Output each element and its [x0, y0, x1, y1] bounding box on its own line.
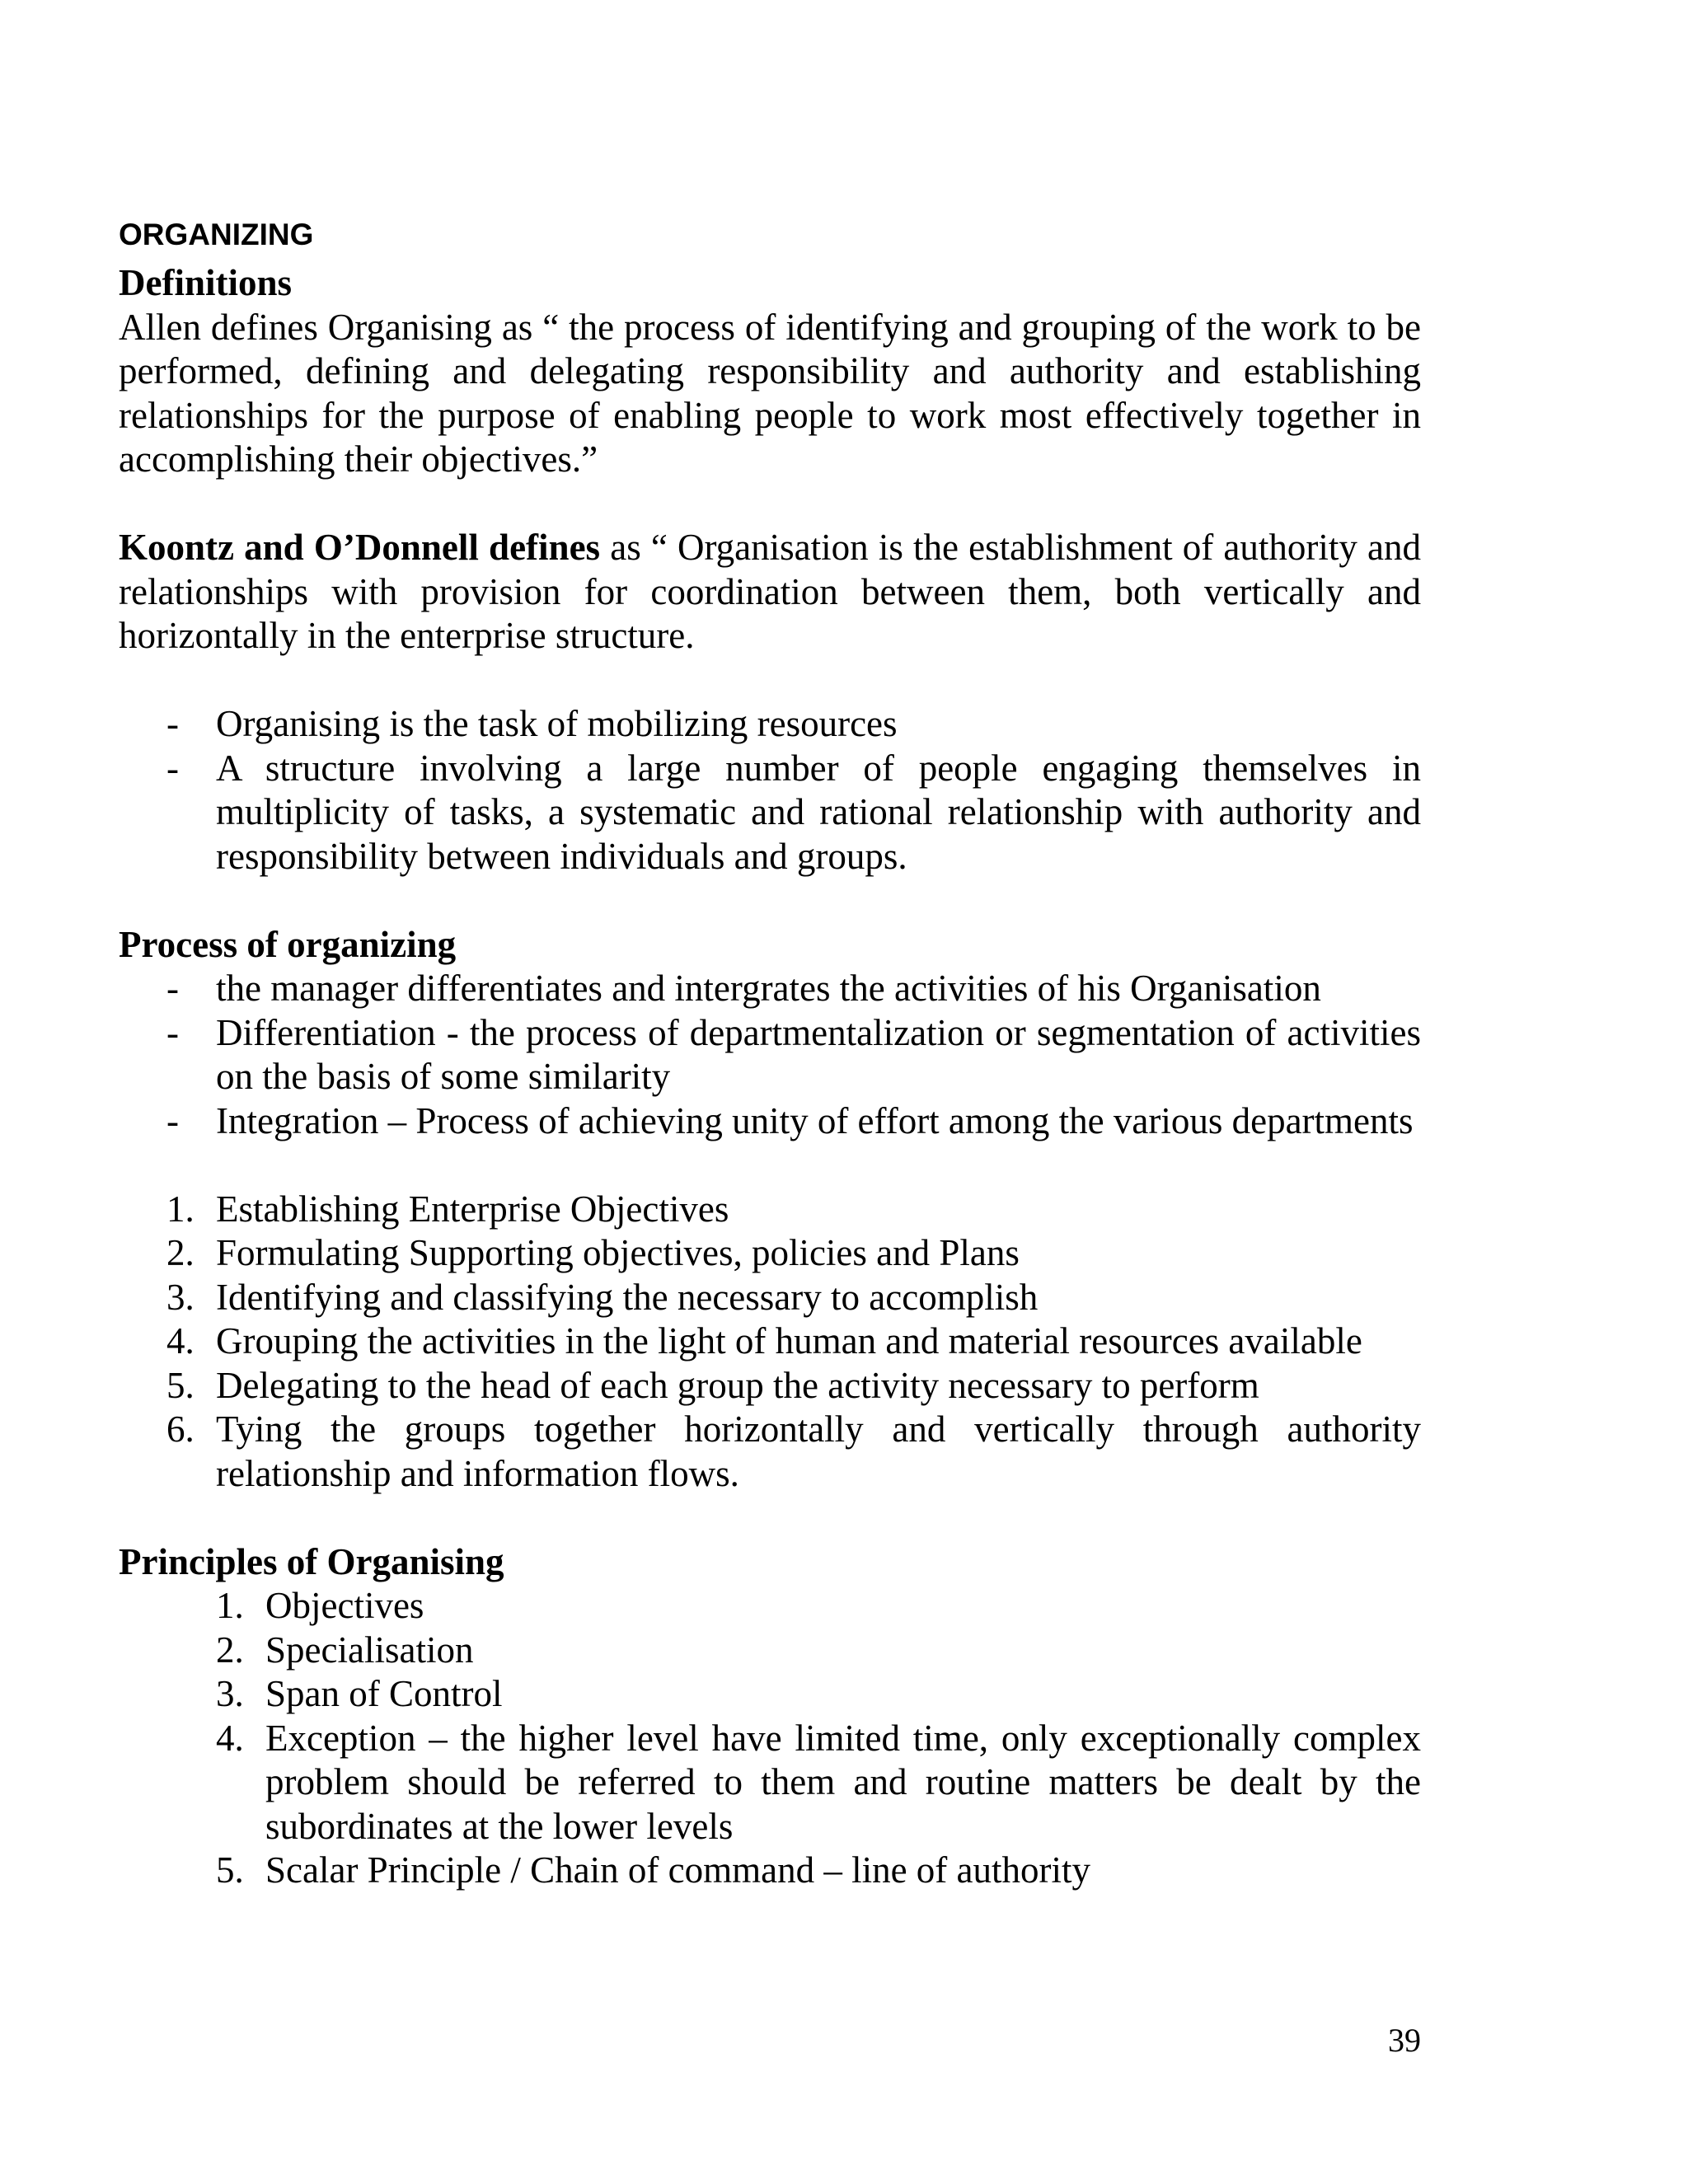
list-number: 3.	[166, 1276, 195, 1318]
list-item: - the manager differentiates and intergrates the activities of his Organisation	[216, 967, 1421, 1011]
list-item: - Organising is the task of mobilizing resources	[216, 702, 1421, 747]
list-number: 2.	[166, 1232, 195, 1273]
list-text: Identifying and classifying the necessary to accomplish	[216, 1276, 1039, 1318]
list-number: 5.	[166, 1364, 195, 1406]
list-item	[216, 1717, 1421, 1849]
list-text: Scalar Principle / Chain of command – line of authority	[265, 1849, 1091, 1891]
list-item	[166, 1319, 1421, 1364]
allen-definition: Allen defines Organising as “ the process of identifying and grouping of the work to be performed, defining and delegating responsibility and authority and establishing relationships for the purpose of enabling people to work most effectively together in accomplishing their objectives.”	[119, 306, 1421, 480]
process-steps	[119, 1188, 1421, 1497]
list-number: 4.	[216, 1717, 244, 1759]
spacer	[119, 482, 1421, 527]
list-number: 1.	[166, 1188, 195, 1230]
list-number: 4.	[166, 1320, 195, 1361]
list-text: Delegating to the head of each group the activity necessary to perform	[216, 1364, 1259, 1406]
list-item	[166, 1276, 1421, 1320]
list-item	[216, 1584, 1421, 1629]
process-heading: Process of organizing	[119, 923, 457, 965]
section-title: ORGANIZING	[119, 218, 314, 251]
list-number: 6.	[166, 1408, 195, 1450]
list-text: Tying the groups together horizontally and vertically through authority relationship and information flows.	[216, 1408, 1421, 1494]
list-text: Objectives	[265, 1585, 424, 1626]
list-text: Span of Control	[265, 1673, 503, 1714]
list-text: Specialisation	[265, 1629, 474, 1671]
process-bullets	[119, 967, 1421, 1143]
koontz-text: as “ Organisation is the establishment of authority and relationships with provision for coordination between them, both vertically and horizontally in the enterprise structure.	[119, 527, 1422, 656]
spacer	[119, 658, 1421, 703]
spacer	[119, 879, 1421, 923]
koontz-author: Koontz and O’Donnell defines	[119, 527, 601, 568]
list-item: - A structure involving a large number of people engaging themselves in multiplicity of tasks, a systematic and rational relationship with authority and responsibility between individuals and groups.	[216, 747, 1421, 879]
list-number: 2.	[216, 1629, 244, 1671]
list-item	[216, 1629, 1421, 1673]
list-text: Establishing Enterprise Objectives	[216, 1188, 729, 1230]
list-number: 3.	[216, 1673, 244, 1714]
principles-heading: Principles of Organising	[119, 1540, 504, 1582]
list-text: Exception – the higher level have limited time, only exceptionally complex problem should be referred to them and routine matters be dealt by the subordinates at the lower levels	[265, 1717, 1421, 1847]
list-item: - Differentiation - the process of departmentalization or segmentation of activities on the basis of some similarity	[216, 1011, 1421, 1099]
principles-list	[119, 1584, 1421, 1893]
definition-bullets	[119, 702, 1421, 879]
list-text: Grouping the activities in the light of human and material resources available	[216, 1320, 1362, 1361]
document-page	[119, 217, 1421, 1893]
list-number: 5.	[216, 1849, 244, 1891]
list-item	[166, 1188, 1421, 1232]
page-number: 39	[1388, 2022, 1421, 2059]
spacer	[119, 1143, 1421, 1188]
list-item	[216, 1849, 1421, 1893]
list-item: - Integration – Process of achieving unity of effort among the various departments	[216, 1099, 1421, 1144]
spacer	[119, 1496, 1421, 1540]
list-item	[216, 1672, 1421, 1717]
definitions-heading: Definitions	[119, 262, 293, 303]
list-item	[166, 1408, 1421, 1496]
list-item	[166, 1364, 1421, 1408]
koontz-definition	[119, 526, 1421, 658]
list-item	[166, 1231, 1421, 1276]
list-number: 1.	[216, 1585, 244, 1626]
list-text: Formulating Supporting objectives, policies and Plans	[216, 1232, 1020, 1273]
